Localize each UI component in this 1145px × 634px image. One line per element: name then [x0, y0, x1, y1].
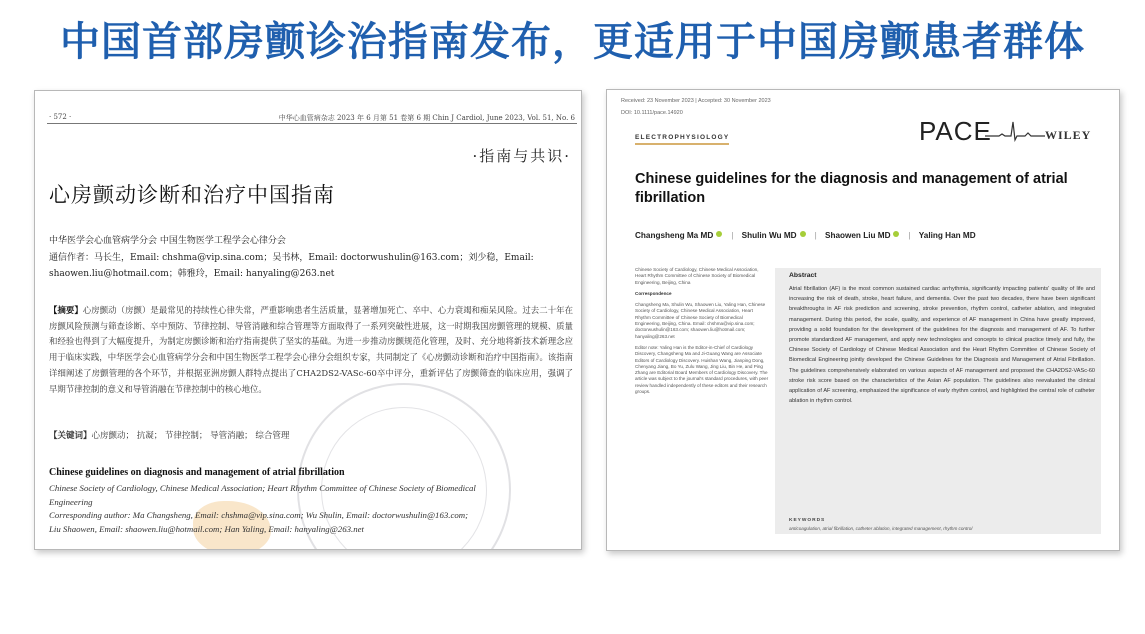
pace-guideline-page — [606, 89, 1120, 551]
author-name: Shulin Wu MD — [741, 231, 797, 240]
keywords-label: KEYWORDS — [789, 518, 826, 523]
abstract-label: Abstract — [789, 272, 817, 279]
author-list: Changsheng Ma MD | Shulin Wu MD | Shaowen Liu MD | Yaling Han MD — [635, 231, 976, 240]
sidebar-notes — [635, 267, 769, 400]
abstract-label: 【摘要】 — [49, 305, 83, 315]
english-author-groups: Chinese Society of Cardiology, Chinese Medical Association; Heart Rhythm Committee of Chinese Society of Biomedical Engineering — [49, 483, 476, 507]
affiliation: Chinese Society of Cardiology, Chinese Medical Association, Heart Rhythm Committee of Chinese Society of Biomedical Engineering, Beijing, China — [635, 267, 759, 285]
keywords-text: 心房颤动； 抗凝； 节律控制； 导管消融； 综合管理 — [91, 431, 290, 441]
paper-title: Chinese guidelines for the diagnosis and management of atrial fibrillation — [635, 171, 1068, 206]
keywords — [49, 429, 289, 441]
orcid-icon — [716, 231, 722, 237]
wiley-logo: WILEY — [1045, 128, 1092, 142]
editor-note: Editor note: Yaling Han is the Editor-in-Chief of Cardiology Discovery, Changsheng Ma and Ji-Guang Wang are Associate Editors of Cardiology Discovery. Huishan Wang, Jianping Dong, Chenyang Jiang, Bo Yu, Zulu Wang, Jing Liu, Bin He, and Ping Zhang are Editorial Board Members of Cardiology Discovery. The article was subject to the journal's standard procedures, with peer review handled independently of these editors and their research groups. — [635, 344, 769, 395]
author-name: Changsheng Ma MD — [635, 231, 714, 240]
english-corresponding: Corresponding author: Ma Changsheng, Email: chshma@vip.sina.com; Wu Shulin, Email: doctorwushulin@163.com; Liu Shaowen, Email: shaowen.liu@hotmail.com; Han Yaling, Email: hanyaling@263.net — [49, 510, 469, 534]
author-name: Shaowen Liu MD — [824, 231, 891, 240]
corresponding-authors: 通信作者：马长生，Email: chshma@vip.sina.com；吴书林，Email: doctorwushulin@163.com；刘少稳，Email: shaowen.liu@hotmail.com；韩雅玲，Email: hanyaling@263.net — [49, 253, 534, 279]
orcid-icon — [800, 231, 806, 237]
correspondence: Changsheng Ma, Shulin Wu, Shaowen Liu, Yaling Han, Chinese Society of Cardiology, Chinese Medical Association, Heart Rhythm Committee of Chinese Society of Biomedical Engineering, Beijing, China. Email: chshma@vip.sina.com; doctorwushulin@163.com; shaowen.liu@hotmail.com; hanyaling@263.net — [635, 302, 766, 339]
chinese-guideline-page — [34, 90, 582, 550]
correspondence-label: Correspondence — [635, 290, 672, 296]
english-authors — [49, 482, 481, 536]
pace-logo: PACE — [919, 116, 992, 146]
abstract-text: 心房颤动（房颤）是最常见的持续性心律失常，严重影响患者生活质量，显著增加死亡、卒中、心力衰竭和痴呆风险。过去二十年在房颤风险预测与筛查诊断、卒中预防、节律控制、导管消融和综合管理等方面取得了一系列突破性进展，这一时期我国房颤管理的规模、质量和经验也得到了大幅度提升，为制定房颤诊断和治疗指南提供了坚实的基础。为进一步推动房颤规范化管理，及时、充分地将新技术新理念应用于临床实践，中华医学会心血管病学分会和中国生物医学工程学会心律分会组织专家，共同制定了《心房颤动诊断和治疗中国指南》。该指南详细阐述了房颤管理的各个环节，并根据亚洲房颤人群特点提出了CHA2DS2-VASc-60卒中评分，重新评估了房颤筛查的临床应用，强调了早期节律控制的意义和导管消融在节律控制中的核心地位。 — [49, 305, 573, 394]
affiliation: 中华医学会心血管病学分会 中国生物医学工程学会心律分会 — [49, 236, 286, 246]
section-label: ·指南与共识· — [472, 147, 571, 165]
abstract-box — [775, 268, 1101, 534]
page-number: · 572 · — [49, 113, 72, 121]
article-category: ELECTROPHYSIOLOGY — [635, 134, 729, 145]
slide-title: 中国首部房颤诊治指南发布，更适用于中国房颤患者群体 — [60, 19, 1085, 65]
paper-title: 心房颤动诊断和治疗中国指南 — [49, 183, 335, 207]
keywords-label: 【关键词】 — [49, 431, 92, 441]
keywords-text: anticoagulation, atrial fibrillation, catheter ablation, integrated management, rhythm control — [789, 526, 973, 531]
abstract-text: Atrial fibrillation (AF) is the most common sustained cardiac arrhythmia, significantly impacting patients' quality of life and increasing the risk of death, stroke, heart failure, and dementia. Over the past two decades, there have been significant breakthroughs in AF risk prediction and screening, stroke prevention, rhythm control, catheter ablation, and integrated management. During this period, the scale, quality, and experience of AF management in China have greatly improved, providing a solid foundation for the development of the guidelines for the diagnosis and management of AF. To further promote standardized AF management, and apply new technologies and concepts to clinical practice timely and fully, the Chinese Society of Cardiology of Chinese Medical Association and the Heart Rhythm Committee of Chinese Society of Biomedical Engineering jointly developed the Chinese Guidelines for the Diagnosis and Management of Atrial Fibrillation. The guidelines comprehensively elaborated on various aspects of AF management and proposed the CHA2DS2-VASc-60 stroke risk score based on the characteristics of the Asian AF population. The guidelines also reevaluated the clinical application of AF screening, emphasized the significance of early rhythm control, and highlighted the central role of catheter ablation in rhythm control. — [789, 286, 1095, 405]
ecg-wave-icon — [985, 120, 1045, 142]
received-dates: Received: 23 November 2023 | Accepted: 30 November 2023 — [621, 98, 771, 104]
abstract — [49, 303, 573, 397]
english-title: Chinese guidelines on diagnosis and management of atrial fibrillation — [49, 467, 345, 478]
doi: DOI: 10.1111/pace.14920 — [621, 110, 683, 116]
orcid-icon — [893, 231, 899, 237]
journal-citation: 中华心血管病杂志 2023 年 6 月第 51 卷第 6 期 Chin J Cardiol, June 2023, Vol. 51, No. 6 — [278, 114, 575, 122]
author-name: Yaling Han MD — [918, 231, 976, 240]
journal-running-header — [47, 113, 577, 124]
